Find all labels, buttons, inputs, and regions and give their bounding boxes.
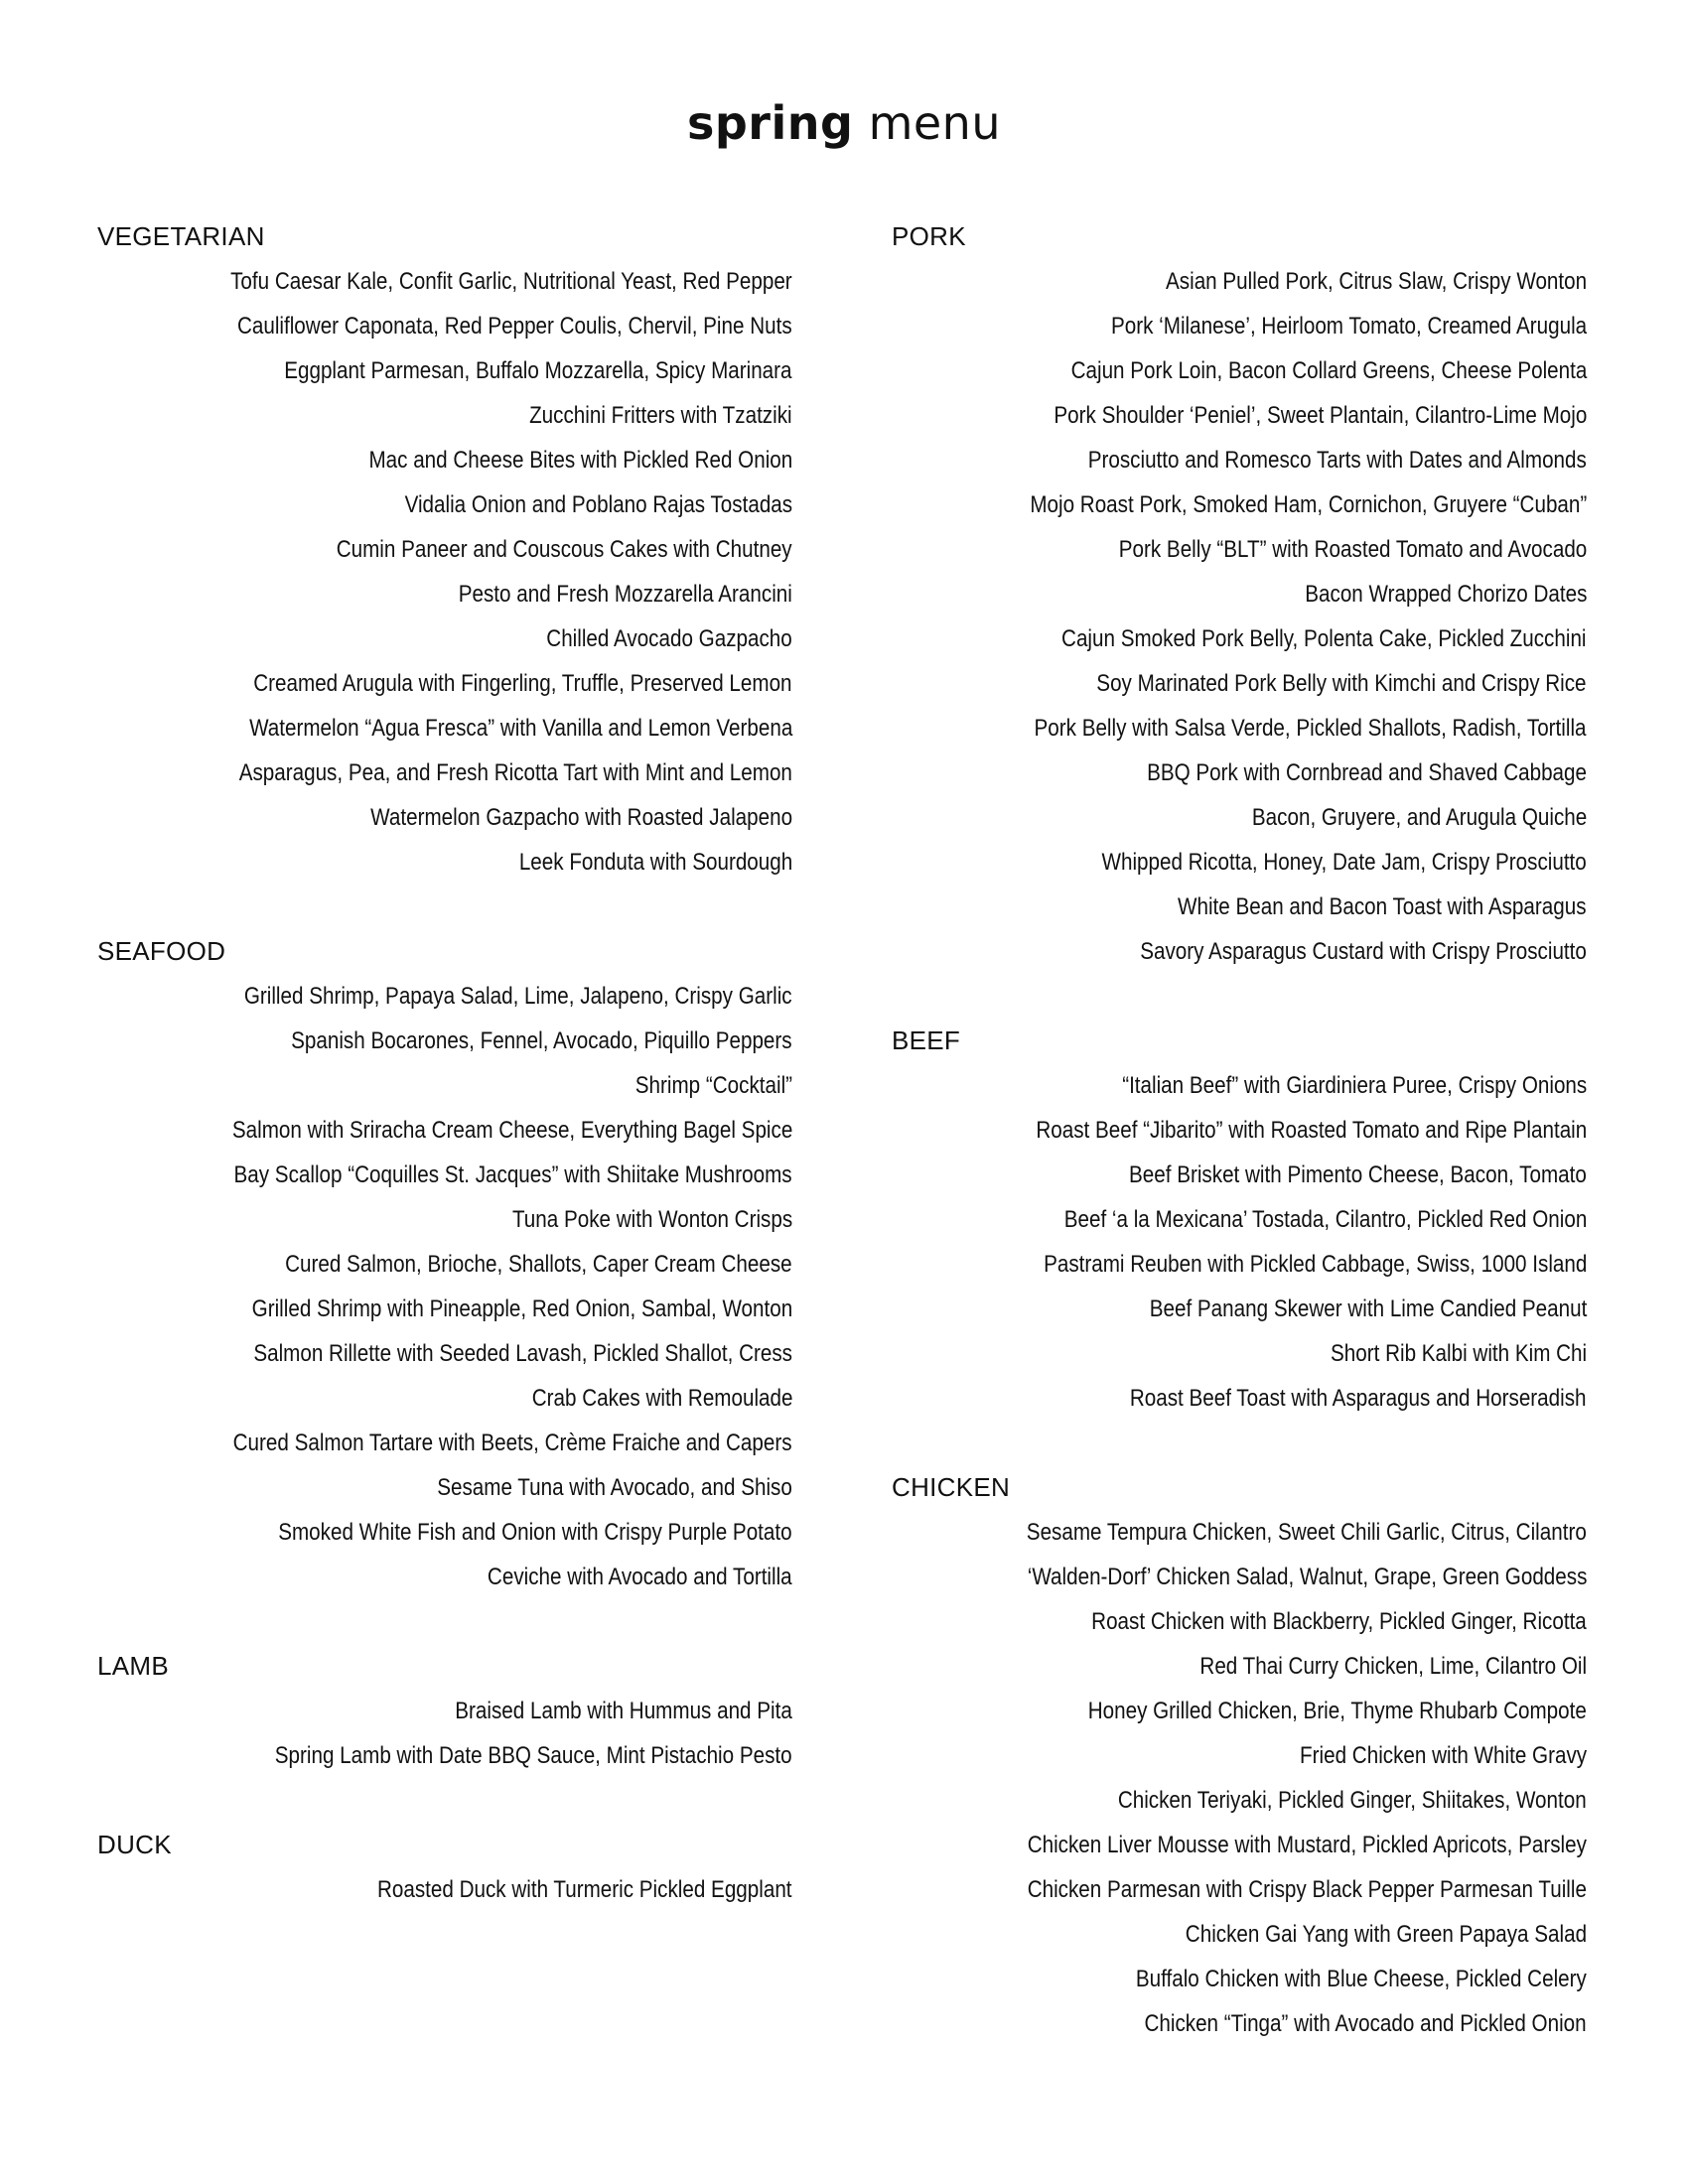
right-column	[892, 214, 1587, 2046]
menu-item-text: Cured Salmon Tartare with Beets, Crème Fraiche and Capers	[233, 1430, 792, 1456]
menu-item	[97, 795, 792, 840]
section-heading: SEAFOOD	[97, 936, 226, 966]
menu-item-text: Buffalo Chicken with Blue Cheese, Pickled Celery	[1136, 1966, 1587, 1992]
menu-item-list	[97, 259, 792, 885]
menu-item	[97, 1376, 792, 1421]
menu-item	[97, 1689, 792, 1733]
menu-item-list	[97, 974, 792, 1599]
menu-item	[97, 438, 792, 482]
menu-item-text: Chicken Parmesan with Crispy Black Pepper Parmesan Tuille	[1027, 1876, 1587, 1903]
menu-item	[892, 1957, 1587, 2001]
menu-item-text: Pork Belly “BLT” with Roasted Tomato and Avocado	[1118, 536, 1587, 563]
menu-item	[892, 304, 1587, 348]
section-heading: PORK	[892, 221, 966, 251]
title-light-word: menu	[868, 96, 1001, 150]
menu-item	[892, 1376, 1587, 1421]
menu-item	[97, 259, 792, 304]
menu-item	[892, 616, 1587, 661]
menu-item	[97, 1555, 792, 1599]
menu-item	[97, 1331, 792, 1376]
menu-section-seafood	[97, 929, 792, 1599]
menu-section-pork	[892, 214, 1587, 974]
menu-item-text: Beef Brisket with Pimento Cheese, Bacon, Tomato	[1129, 1161, 1587, 1188]
menu-item-text: Short Rib Kalbi with Kim Chi	[1330, 1340, 1587, 1367]
menu-item	[97, 1197, 792, 1242]
menu-item-text: Sesame Tuna with Avocado, and Shiso	[437, 1474, 792, 1501]
menu-item	[892, 1599, 1587, 1644]
menu-item-text: Roast Chicken with Blackberry, Pickled Ginger, Ricotta	[1091, 1608, 1587, 1635]
menu-item-text: Sesame Tempura Chicken, Sweet Chili Garlic, Citrus, Cilantro	[1027, 1519, 1587, 1546]
menu-item	[97, 1510, 792, 1555]
menu-item-text: Cumin Paneer and Couscous Cakes with Chutney	[337, 536, 792, 563]
menu-item-text: Pork Shoulder ‘Peniel’, Sweet Plantain, Cilantro-Lime Mojo	[1054, 402, 1587, 429]
menu-item-text: Tuna Poke with Wonton Crisps	[511, 1206, 792, 1233]
menu-item-text: Crab Cakes with Remoulade	[531, 1385, 792, 1412]
menu-item	[892, 840, 1587, 885]
menu-item-text: Watermelon Gazpacho with Roasted Jalapeno	[370, 804, 792, 831]
menu-item-text: Beef Panang Skewer with Lime Candied Peanut	[1149, 1296, 1587, 1322]
section-spacer	[97, 1778, 792, 1823]
menu-section-chicken	[892, 1465, 1587, 2046]
menu-item-text: White Bean and Bacon Toast with Asparagus	[1178, 893, 1587, 920]
menu-item-list	[97, 1867, 792, 1912]
menu-item-text: Asian Pulled Pork, Citrus Slaw, Crispy Wonton	[1165, 268, 1587, 295]
menu-item-text: Cajun Smoked Pork Belly, Polenta Cake, Pickled Zucchini	[1061, 625, 1587, 652]
menu-item-text: Smoked White Fish and Onion with Crispy Purple Potato	[278, 1519, 792, 1546]
menu-item-text: Watermelon “Agua Fresca” with Vanilla and Lemon Verbena	[248, 715, 792, 742]
menu-item-text: Grilled Shrimp, Papaya Salad, Lime, Jalapeno, Crispy Garlic	[244, 983, 792, 1010]
menu-item	[97, 572, 792, 616]
menu-item	[97, 616, 792, 661]
menu-item	[892, 1153, 1587, 1197]
menu-item-text: Eggplant Parmesan, Buffalo Mozzarella, Spicy Marinara	[284, 357, 792, 384]
menu-item-text: Pork Belly with Salsa Verde, Pickled Shallots, Radish, Tortilla	[1034, 715, 1587, 742]
menu-item-text: Pastrami Reuben with Pickled Cabbage, Swiss, 1000 Island	[1043, 1251, 1587, 1278]
menu-item-text: Chicken Gai Yang with Green Papaya Salad	[1185, 1921, 1587, 1948]
menu-item	[892, 751, 1587, 795]
menu-item-text: Vidalia Onion and Poblano Rajas Tostadas	[404, 491, 792, 518]
menu-item-text: Bacon, Gruyere, and Arugula Quiche	[1251, 804, 1587, 831]
menu-item	[892, 661, 1587, 706]
menu-item-text: Leek Fonduta with Sourdough	[518, 849, 792, 876]
menu-item	[892, 1644, 1587, 1689]
menu-item-text: Braised Lamb with Hummus and Pita	[455, 1698, 792, 1724]
menu-item	[892, 572, 1587, 616]
menu-item-text: Bacon Wrapped Chorizo Dates	[1304, 581, 1587, 608]
menu-item	[892, 1689, 1587, 1733]
menu-item-text: Cajun Pork Loin, Bacon Collard Greens, Cheese Polenta	[1070, 357, 1587, 384]
menu-item-text: Creamed Arugula with Fingerling, Truffle, Preserved Lemon	[253, 670, 792, 697]
menu-item-list	[892, 259, 1587, 974]
menu-item-text: Beef ‘a la Mexicana’ Tostada, Cilantro, Pickled Red Onion	[1063, 1206, 1587, 1233]
menu-item	[892, 1555, 1587, 1599]
menu-item-text: Chicken “Tinga” with Avocado and Pickled Onion	[1144, 2010, 1587, 2037]
section-spacer	[97, 1599, 792, 1644]
menu-item-text: ‘Walden-Dorf’ Chicken Salad, Walnut, Grape, Green Goddess	[1027, 1564, 1587, 1590]
section-heading: VEGETARIAN	[97, 221, 265, 251]
menu-item-text: Roasted Duck with Turmeric Pickled Eggplant	[377, 1876, 792, 1903]
menu-item-text: Whipped Ricotta, Honey, Date Jam, Crispy Prosciutto	[1101, 849, 1587, 876]
menu-item	[892, 885, 1587, 929]
menu-item	[892, 1733, 1587, 1778]
menu-item	[97, 1019, 792, 1063]
menu-item	[892, 393, 1587, 438]
section-heading: BEEF	[892, 1025, 961, 1055]
menu-item	[892, 795, 1587, 840]
menu-item	[892, 1242, 1587, 1287]
menu-item	[892, 1197, 1587, 1242]
menu-item-list	[892, 1510, 1587, 2046]
menu-item-text: Fried Chicken with White Gravy	[1299, 1742, 1587, 1769]
menu-item	[97, 304, 792, 348]
menu-item-text: Salmon with Sriracha Cream Cheese, Everything Bagel Spice	[231, 1117, 792, 1144]
menu-item-text: Grilled Shrimp with Pineapple, Red Onion, Sambal, Wonton	[251, 1296, 792, 1322]
menu-item-text: Ceviche with Avocado and Tortilla	[488, 1564, 792, 1590]
section-spacer	[892, 1421, 1587, 1465]
menu-item-text: Honey Grilled Chicken, Brie, Thyme Rhubarb Compote	[1087, 1698, 1587, 1724]
menu-item	[892, 1287, 1587, 1331]
menu-item-text: Bay Scallop “Coquilles St. Jacques” with Shiitake Mushrooms	[233, 1161, 792, 1188]
menu-item	[97, 1421, 792, 1465]
section-heading: CHICKEN	[892, 1472, 1011, 1502]
menu-item	[892, 527, 1587, 572]
menu-item	[892, 438, 1587, 482]
menu-item	[892, 1331, 1587, 1376]
menu-section-beef	[892, 1019, 1587, 1421]
section-heading: DUCK	[97, 1830, 172, 1859]
menu-item-text: Roast Beef Toast with Asparagus and Horseradish	[1130, 1385, 1587, 1412]
section-heading: LAMB	[97, 1651, 170, 1681]
menu-item-text: “Italian Beef” with Giardiniera Puree, Crispy Onions	[1121, 1072, 1587, 1099]
menu-item-text: Red Thai Curry Chicken, Lime, Cilantro Oil	[1199, 1653, 1587, 1680]
menu-item	[97, 348, 792, 393]
menu-item-text: Zucchini Fritters with Tzatziki	[529, 402, 792, 429]
menu-item-list	[97, 1689, 792, 1778]
menu-item-list	[892, 1063, 1587, 1421]
menu-item	[97, 1108, 792, 1153]
menu-item-text: Pork ‘Milanese’, Heirloom Tomato, Creamed Arugula	[1110, 313, 1587, 340]
menu-item-text: Chicken Liver Mousse with Mustard, Pickled Apricots, Parsley	[1027, 1832, 1587, 1858]
title-bold-word: spring	[687, 96, 854, 150]
menu-item	[97, 1063, 792, 1108]
menu-item	[892, 259, 1587, 304]
menu-item	[892, 706, 1587, 751]
section-spacer	[97, 885, 792, 929]
menu-item	[97, 1153, 792, 1197]
menu-item	[97, 706, 792, 751]
menu-item	[892, 929, 1587, 974]
menu-item	[97, 661, 792, 706]
menu-item	[892, 1823, 1587, 1867]
menu-item	[97, 840, 792, 885]
menu-item	[97, 1287, 792, 1331]
menu-item-text: Mojo Roast Pork, Smoked Ham, Cornichon, Gruyere “Cuban”	[1030, 491, 1587, 518]
menu-item-text: Soy Marinated Pork Belly with Kimchi and Crispy Rice	[1096, 670, 1587, 697]
menu-item	[97, 751, 792, 795]
menu-item-text: Cured Salmon, Brioche, Shallots, Caper Cream Cheese	[285, 1251, 792, 1278]
menu-item	[892, 482, 1587, 527]
menu-item	[97, 1867, 792, 1912]
menu-item	[892, 1867, 1587, 1912]
menu-item-text: Roast Beef “Jibarito” with Roasted Tomato and Ripe Plantain	[1036, 1117, 1587, 1144]
menu-item-text: Savory Asparagus Custard with Crispy Prosciutto	[1140, 938, 1587, 965]
menu-item	[97, 482, 792, 527]
menu-item	[892, 1912, 1587, 1957]
menu-item	[892, 1108, 1587, 1153]
menu-item-text: Chilled Avocado Gazpacho	[546, 625, 792, 652]
menu-item	[892, 348, 1587, 393]
section-spacer	[892, 974, 1587, 1019]
menu-item	[892, 2001, 1587, 2046]
menu-section-lamb	[97, 1644, 792, 1778]
menu-item	[97, 1465, 792, 1510]
menu-item-text: Spring Lamb with Date BBQ Sauce, Mint Pistachio Pesto	[275, 1742, 792, 1769]
menu-item-text: Cauliflower Caponata, Red Pepper Coulis, Chervil, Pine Nuts	[237, 313, 792, 340]
menu-item	[97, 1242, 792, 1287]
menu-item-text: Pesto and Fresh Mozzarella Arancini	[458, 581, 792, 608]
menu-item	[97, 974, 792, 1019]
menu-item	[892, 1778, 1587, 1823]
menu-item-text: Salmon Rillette with Seeded Lavash, Pickled Shallot, Cress	[253, 1340, 792, 1367]
menu-item	[892, 1510, 1587, 1555]
menu-item-text: Chicken Teriyaki, Pickled Ginger, Shiitakes, Wonton	[1118, 1787, 1587, 1814]
menu-item	[892, 1063, 1587, 1108]
menu-item-text: Prosciutto and Romesco Tarts with Dates and Almonds	[1087, 447, 1587, 474]
menu-item	[97, 393, 792, 438]
page-title	[0, 95, 1688, 151]
menu-item-text: Asparagus, Pea, and Fresh Ricotta Tart with Mint and Lemon	[238, 759, 792, 786]
menu-section-vegetarian	[97, 214, 792, 885]
menu-section-duck	[97, 1823, 792, 1912]
menu-item-text: Mac and Cheese Bites with Pickled Red Onion	[368, 447, 792, 474]
menu-item-text: Tofu Caesar Kale, Confit Garlic, Nutritional Yeast, Red Pepper	[230, 268, 792, 295]
menu-item	[97, 527, 792, 572]
menu-item-text: Shrimp “Cocktail”	[634, 1072, 792, 1099]
menu-item-text: Spanish Bocarones, Fennel, Avocado, Piquillo Peppers	[291, 1027, 792, 1054]
left-column	[97, 214, 792, 1912]
menu-item	[97, 1733, 792, 1778]
menu-item-text: BBQ Pork with Cornbread and Shaved Cabbage	[1147, 759, 1587, 786]
